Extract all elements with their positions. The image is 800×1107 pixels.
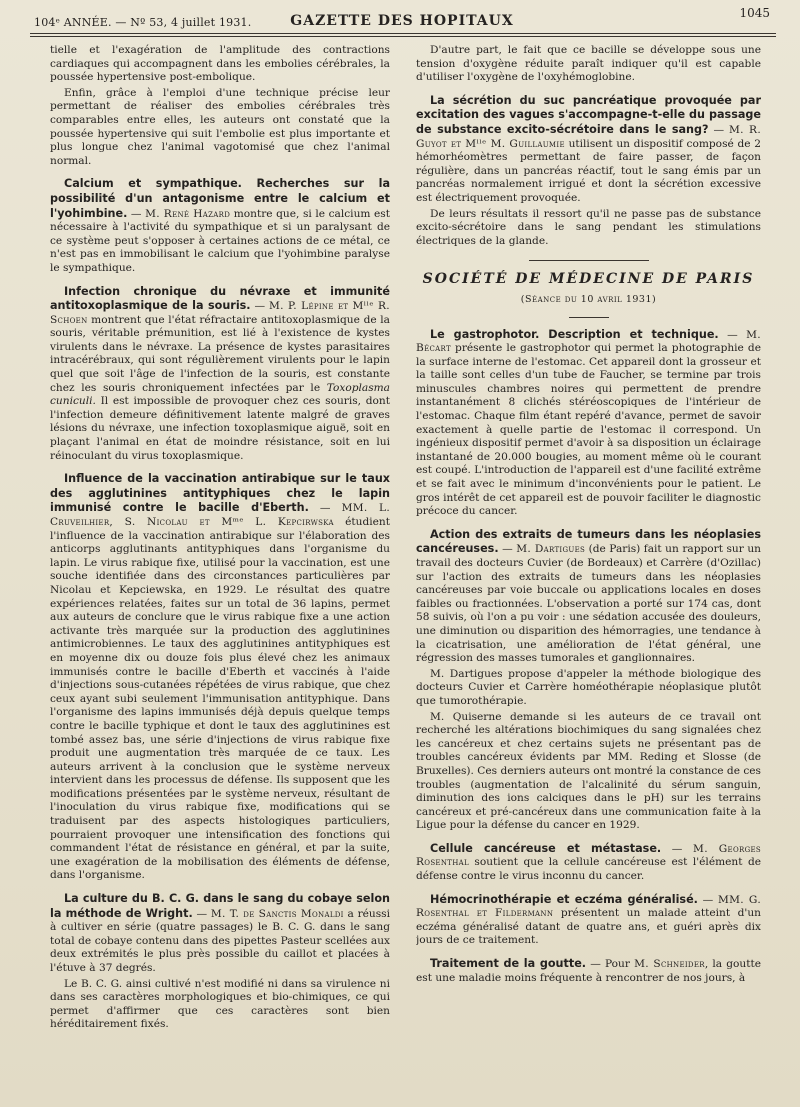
article-authors: M. T. de Sanctis Monaldi bbox=[210, 907, 344, 920]
paragraph: M. Dartigues propose d'appeler la méthode biologique des docteurs Cuvier et Carrère homéothérapie néoplasique plutôt que tumorothérapie. bbox=[416, 667, 761, 707]
article-goutte bbox=[416, 957, 761, 985]
article-text: Pour bbox=[604, 958, 635, 971]
separator: — bbox=[718, 328, 747, 341]
article-title: Le gastrophotor. Description et technique. bbox=[430, 327, 719, 341]
paragraph: De leurs résultats il ressort qu'il ne passe pas de substance excito-sécrétoire dans le sang pendant les stimulations électriques de la glande. bbox=[416, 207, 761, 247]
article-title: Cellule cancéreuse et métastase. bbox=[430, 841, 662, 855]
article-authors: M. Schneider bbox=[634, 958, 705, 971]
article-title: Infection chronique du névraxe et immunité antitoxoplasmique de la souris. bbox=[50, 284, 390, 313]
article-title: Hémocrinothérapie et eczéma généralisé. bbox=[430, 892, 698, 906]
separator: — bbox=[192, 907, 211, 920]
article-title: Calcium et sympathique. Recherches sur la possibilité d'un antagonisme entre le calcium et l'yohimbine. bbox=[50, 177, 390, 220]
article-text: étudient l'influence de la vaccination antirabique sur l'élaboration des anticorps agglutinants antityphiques dans l'organisme du lapin. Le virus rabique fixe, utilisé pour la vaccination, est une souche identifiée dans des circonstances particulières par Nicolau et Kepciewska, en 1929. Le résultat des quatre expériences relatées, faites sur un total de 36 lapins, permet aux auteurs de conclure que le virus rabique fixe a une action activante très marquée sur la production des agglutinines antimicrobiennes. Le taux des agglutinines antityphiques est en moyenne dix ou douze fois plus élevé chez les animaux immunisés contre le bacille d'Eberth et vaccinés à l'aide d'injections sous-cutanées répétées de virus rabique, que chez ceux ayant subi seulement l'immunisation antityphique. Dans l'organisme des lapins immunisés déjà depuis quelque temps contre le bacille typhique et dont le taux des agglutinines est tombé assez bas, une série d'injections de virus rabique fixe produit une augmentation très marquée de ce taux. Les auteurs arrivent à la conclusion que le système nerveux intervient dans les processus de défense. Ils supposent que les modifications présentées par le système nerveux, résultant de l'inoculation du virus rabique fixe, modifications qui se traduisent par des aspects histologiques particuliers, pourraient provoquer une intensification des fonctions qui commandent l'état de résistance en général, et par la suite, une exagération de la mobilisation des éléments de défense, dans l'organisme. bbox=[50, 516, 390, 882]
separator: — bbox=[127, 207, 146, 220]
separator: — bbox=[250, 300, 269, 313]
article-authors: M. R. Guyot et Mˡˡᵉ M. Guillaumie bbox=[416, 123, 761, 150]
paragraph: Enfin, grâce à l'emploi d'une technique précise leur permettant de réaliser des embolies cérébrales très comparables entre elles, les auteurs ont constaté que la poussée hypertensive qui suit l'embolie est plus importante et plus longue chez l'animal vagotomisé que chez l'animal normal. bbox=[50, 86, 390, 167]
article-cellule-cancereuse bbox=[416, 842, 761, 884]
article-title: Action des extraits de tumeurs dans les néoplasies cancéreuses. bbox=[416, 527, 761, 556]
paragraph: tielle et l'exagération de l'amplitude des contractions cardiaques qui accompagnent dans les embolies cérébrales, la poussée hypertensive post-embolique. bbox=[50, 44, 390, 84]
article-authors: M. Bécart bbox=[416, 328, 761, 355]
article-text: , la goutte est une maladie moins fréquente à rencontrer de nos jours, à bbox=[416, 958, 761, 984]
session-divider bbox=[569, 317, 609, 318]
separator: — bbox=[498, 543, 517, 556]
article-authors: MM. L. Cruveilhier, S. Nicolau et Mᵐᵉ L. Kepcirwska bbox=[50, 502, 390, 528]
page-header bbox=[34, 6, 770, 32]
article-title: Traitement de la goutte. bbox=[430, 957, 587, 971]
paragraph: Le B. C. G. ainsi cultivé n'est modifié ni dans sa virulence ni dans ses caractères morphologiques et bio-chimiques, ce qui permet d'affirmer que ces caractères sont bien héréditairement fixés. bbox=[50, 977, 390, 1031]
article-title: La culture du B. C. G. dans le sang du cobaye selon la méthode de Wright. bbox=[50, 892, 390, 920]
article-title: La sécrétion du suc pancréatique provoquée par excitation des vagues s'accompagne-t-elle du passage de substance excito-sécrétoire dans le sang? bbox=[416, 93, 761, 136]
article-authors: M. P. Lépine et Mˡˡᵉ R. Schoen bbox=[50, 300, 390, 326]
article-suc-pancreatique bbox=[416, 94, 761, 249]
article-infection-chronique bbox=[50, 285, 390, 464]
header-rule bbox=[30, 33, 776, 34]
article-text: montre que, si le calcium est nécessaire à l'activité du sympathique et si un paralysant de ce système peut s'opposer à certaines actions de ce métal, ce n'est pas en immobilisant le calcium que l'yohimbine paralyse le sympathique. bbox=[50, 207, 390, 274]
issue-info: 104ᵉ ANNÉE. — Nº 53, 4 juillet 1931. bbox=[34, 16, 252, 29]
article-continuation bbox=[50, 44, 390, 168]
separator: — bbox=[308, 502, 342, 515]
session-date: (Séance du 10 avril 1931) bbox=[520, 293, 657, 305]
separator: — bbox=[697, 893, 718, 906]
header-rule-thin bbox=[30, 36, 776, 37]
paragraph: M. Quiserne demande si les auteurs de ce travail ont recherché les altérations biochimiques du sang signalées chez les cancéreux et chez certains sujets ne présentant pas de troubles cancéreux évidents par MM. Reding et Slosse (de Bruxelles). Ces derniers auteurs ont montré la constance de ces troubles (augmentation de l'alcalinité du sérum sanguin, diminution des ions calciques dans le pH) sur les terrains cancéreux et pré-cancéreux dans une communication faite à la Ligue pour la défense du cancer en 1929. bbox=[416, 710, 761, 832]
article-bcg-culture bbox=[50, 892, 390, 1032]
article-title: Influence de la vaccination antirabique sur le taux des agglutinines antityphiques chez le lapin immunisé contre le bacille d'Eberth. bbox=[50, 472, 390, 515]
article-text: a réussi à cultiver en série (quatre passages) le B. C. G. dans le sang total de cobaye contenu dans des pipettes Pasteur scellées aux deux extrémités le plus près possible du caillot et placées à l'étuve à 37 degrés. bbox=[50, 907, 390, 974]
article-extraits-tumeurs bbox=[416, 528, 761, 833]
article-text: (de Paris) fait un rapport sur un travail des docteurs Cuvier (de Bordeaux) et Carrère (d'Ozillac) sur l'action des extraits de tumeurs dans les néoplasies cancéreuses par voie buccale ou applications locales en doses faibles ou fractionnées. L'observation a porté sur 174 cas, dont 58 suivis, où l'on a pu voir : une sédation accusée des douleurs, une diminution ou disparition des hémorragies, une tendance à la cicatrisation, une amélioration de l'état général, une régression des masses tumorales et ganglionnaires. bbox=[416, 543, 761, 665]
article-text: soutient que la cellule cancéreuse est l'élément de défense contre le virus inconnu du cancer. bbox=[416, 856, 761, 883]
article-vaccination-antirabique bbox=[50, 472, 390, 883]
article-authors: M. René Hazard bbox=[145, 207, 231, 220]
page-number: 1045 bbox=[739, 6, 770, 20]
separator: — bbox=[586, 958, 605, 971]
section-divider bbox=[529, 260, 649, 261]
article-text: utilisent un dispositif composé de 2 hémorhéomètres permettant de faire passer, de façon régulière, dans un pancréas réactif, tout le sang émis par un pancréas normalement irrigué et dont la sécrétion excessive est électriquement provoquée. bbox=[416, 137, 761, 204]
article-text: présente le gastrophotor qui permet la photographie de la surface interne de l'estomac. Cet appareil dont la grosseur et la taille sont celles d'un tube de Faucher, se termine par trois minuscules chambres noires qui permettent de prendre instantanément 8 clichés stéréoscopiques de l'intérieur de l'estomac. Chaque film étant repéré d'avance, permet de savoir exactement à quelle partie de l'estomac il correspond. Un ingénieux dispositif permet d'avoir à sa disposition un éclairage instantané de 20.000 bougies, au moment même où le courant est coupé. L'introduction de l'appareil est d'une facilité extrême et se fait avec le minimum d'inconvénients pour le patient. Le gros intérêt de cet appareil est de pouvoir faciliter le diagnostic précoce du cancer. bbox=[416, 342, 761, 518]
article-text: montrent que l'état réfractaire antitoxoplasmique de la souris, véritable prémunition, est lié à l'existence de kystes virulents dans le névraxe. La présence de kystes parasitaires intracérébraux, qui sont régulièrement virulents pour le lapin quel que soit l'âge de l'infection de la souris, est constante chez les souris chroniquement infectées par le bbox=[50, 313, 390, 394]
separator: — bbox=[708, 123, 729, 136]
right-column bbox=[416, 44, 761, 1103]
article-hemocrinotherapie bbox=[416, 893, 761, 948]
article-text: présentent un malade atteint d'un eczéma généralisé datant de quatre ans, et guéri après dix jours de ce traitement. bbox=[416, 907, 761, 947]
article-calcium bbox=[50, 177, 390, 275]
species-name: Toxoplasma cuniculi. bbox=[50, 381, 390, 408]
article-authors: M. Georges Rosenthal bbox=[416, 842, 761, 869]
separator: — bbox=[661, 842, 694, 855]
article-authors: M. Dartigues bbox=[516, 543, 586, 556]
society-heading: SOCIÉTÉ DE MÉDECINE DE PARIS bbox=[422, 271, 755, 288]
left-column bbox=[50, 44, 390, 1103]
article-continuation bbox=[416, 44, 761, 85]
article-authors: MM. G. Rosenthal et Fildermann bbox=[416, 893, 761, 920]
article-gastrophotor bbox=[416, 328, 761, 519]
journal-title: GAZETTE DES HOPITAUX bbox=[290, 13, 514, 29]
article-text: Il est impossible de provoquer chez ces souris, dont l'infection demeure définitivement latente malgré de graves lésions du névraxe, une infection toxoplasmique aiguë, soit en plaçant l'animal en état de moindre résistance, soit en lui réinoculant du virus toxoplasmique. bbox=[50, 395, 390, 462]
paragraph: D'autre part, le fait que ce bacille se développe sous une tension d'oxygène réduite paraît indiquer qu'il est capable d'utiliser l'oxygène de l'oxyhémoglobine. bbox=[416, 44, 761, 84]
